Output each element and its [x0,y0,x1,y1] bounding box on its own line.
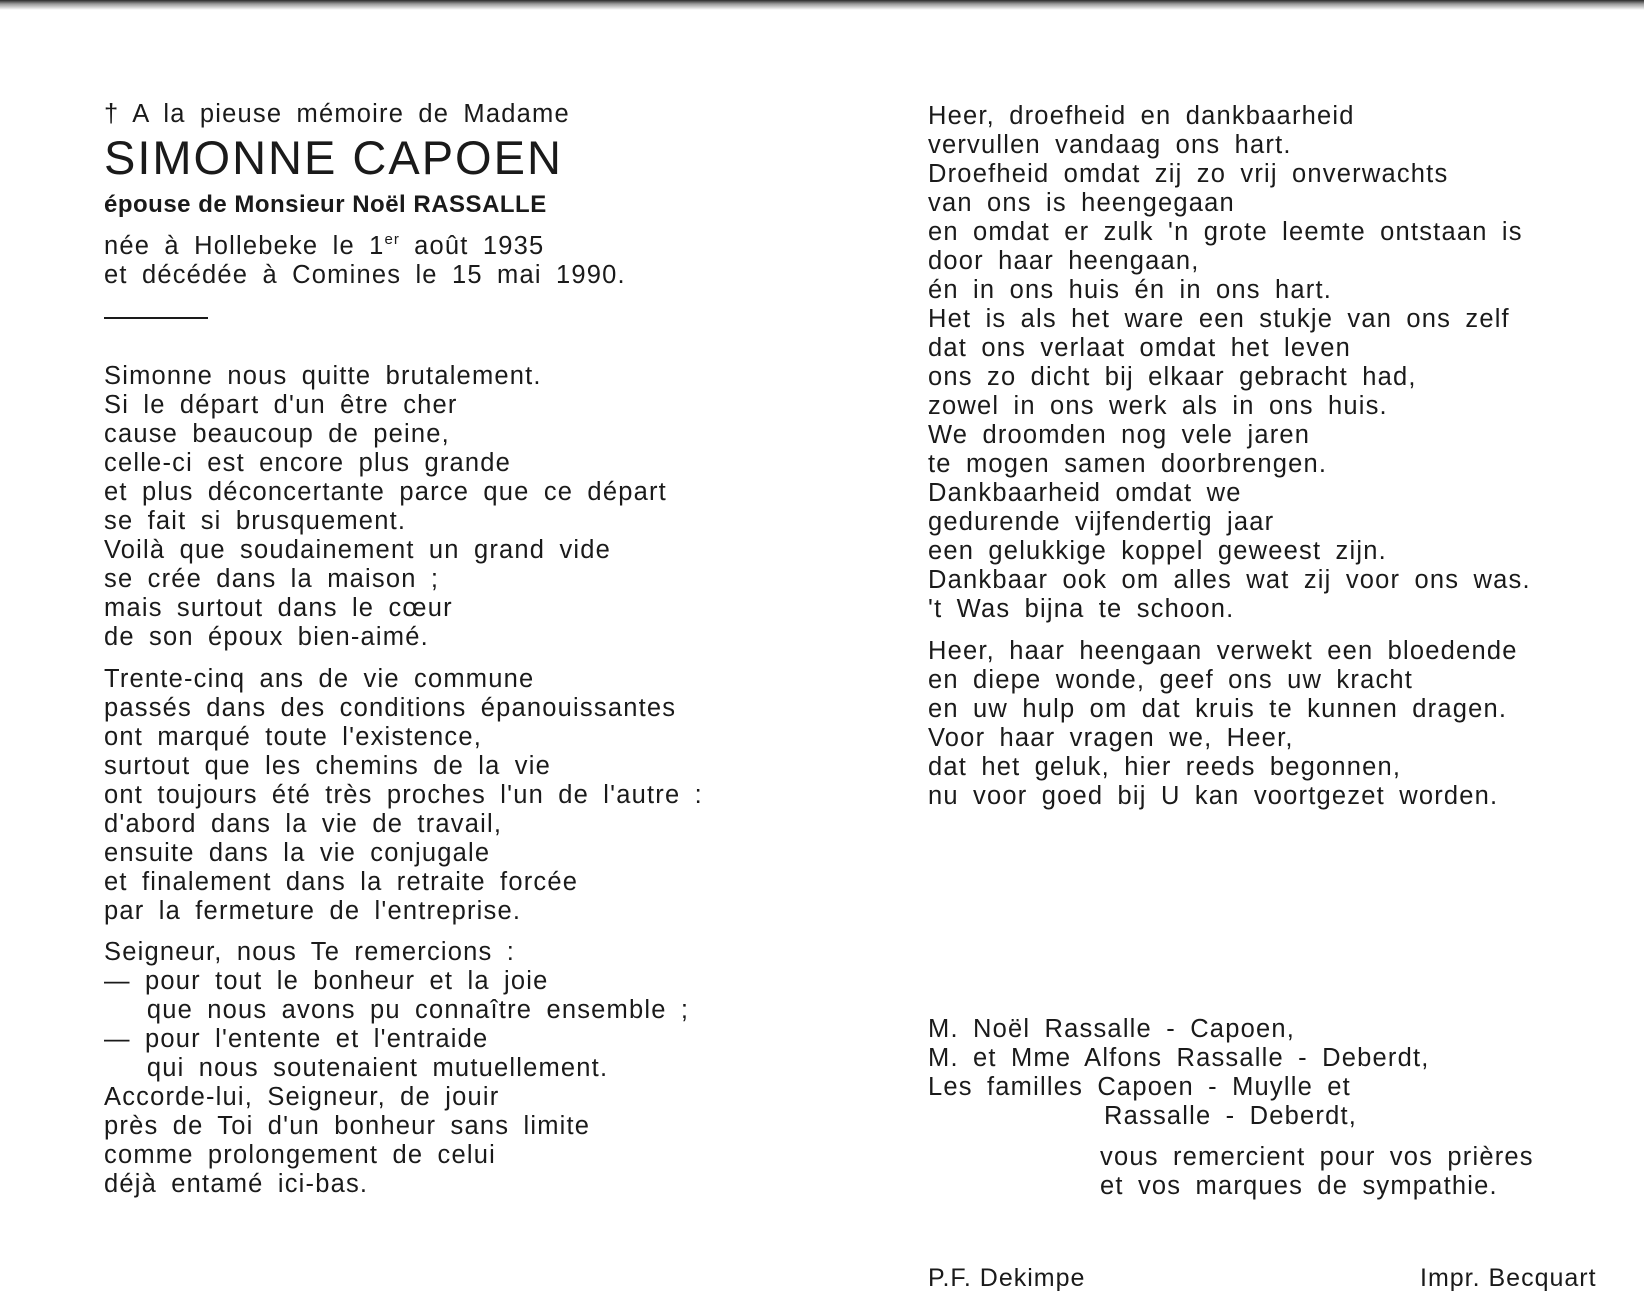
text-line: ont marqué toute l'existence, [104,723,483,751]
text-line: een gelukkige koppel geweest zijn. [928,537,1387,565]
spouse-line: épouse de Monsieur Noël RASSALLE [104,191,547,218]
text-line: se fait si brusquement. [104,507,407,535]
birth-superscript: er [384,231,400,248]
text-line: comme prolongement de celui [104,1141,496,1169]
text-line: en uw hulp om dat kruis te kunnen dragen. [928,695,1508,723]
text-line: ons zo dicht bij elkaar gebracht had, [928,363,1417,391]
family-line: Les familles Capoen - Muylle et [928,1073,1351,1101]
birth-line [104,232,544,261]
text-line: Dankbaarheid omdat we [928,479,1242,507]
birth-suffix: août 1935 [399,232,545,260]
text-line: We droomden nog vele jaren [928,421,1311,449]
thanks-line: vous remercient pour vos prières [1100,1143,1534,1171]
card-top-edge [0,0,1644,10]
text-line: et finalement dans la retraite forcée [104,868,579,896]
text-line: que nous avons pu connaître ensemble ; [104,996,690,1024]
text-line: vervullen vandaag ons hart. [928,131,1292,159]
funeral-director-credit: P.F. Dekimpe [928,1264,1086,1292]
text-line: door haar heengaan, [928,247,1200,275]
text-line: Heer, haar heengaan verwekt een bloedende [928,637,1518,665]
text-line: se crée dans la maison ; [104,565,440,593]
text-line: Simonne nous quitte brutalement. [104,362,542,390]
text-line: — pour l'entente et l'entraide [104,1025,489,1053]
text-line: Heer, droefheid en dankbaarheid [928,102,1355,130]
text-line: par la fermeture de l'entreprise. [104,897,522,925]
text-line: Trente-cinq ans de vie commune [104,665,535,693]
text-line: près de Toi d'un bonheur sans limite [104,1112,591,1140]
intro-line: † A la pieuse mémoire de Madame [104,100,570,128]
text-line: Accorde-lui, Seigneur, de jouir [104,1083,500,1111]
printer-credit: Impr. Becquart [1420,1264,1597,1292]
divider-rule [104,317,208,319]
text-line: Voor haar vragen we, Heer, [928,724,1294,752]
text-line: van ons is heengegaan [928,189,1235,217]
text-line: Seigneur, nous Te remercions : [104,938,516,966]
text-line: mais surtout dans le cœur [104,594,453,622]
text-line: te mogen samen doorbrengen. [928,450,1328,478]
text-line: déjà entamé ici-bas. [104,1170,369,1198]
text-line: en diepe wonde, geef ons uw kracht [928,666,1414,694]
text-line: gedurende vijfendertig jaar [928,508,1275,536]
text-line: Si le départ d'un être cher [104,391,458,419]
text-line: ont toujours été très proches l'un de l'autre : [104,781,703,809]
text-line: qui nous soutenaient mutuellement. [104,1054,609,1082]
family-line: M. et Mme Alfons Rassalle - Deberdt, [928,1044,1430,1072]
text-line: — pour tout le bonheur et la joie [104,967,549,995]
text-line: dat het geluk, hier reeds begonnen, [928,753,1402,781]
family-line-indented: Rassalle - Deberdt, [1104,1102,1358,1130]
text-line: celle-ci est encore plus grande [104,449,512,477]
text-line: dat ons verlaat omdat het leven [928,334,1352,362]
family-line: M. Noël Rassalle - Capoen, [928,1015,1296,1043]
text-line: passés dans des conditions épanouissantes [104,694,677,722]
text-line: én in ons huis én in ons hart. [928,276,1333,304]
text-line: ensuite dans la vie conjugale [104,839,491,867]
death-line: et décédée à Comines le 15 mai 1990. [104,261,626,289]
thanks-line: et vos marques de sympathie. [1100,1172,1498,1200]
text-line: nu voor goed bij U kan voortgezet worden. [928,782,1499,810]
text-line: 't Was bijna te schoon. [928,595,1235,623]
text-line: cause beaucoup de peine, [104,420,450,448]
text-line: surtout que les chemins de la vie [104,752,551,780]
text-line: zowel in ons werk als in ons huis. [928,392,1388,420]
text-line: Droefheid omdat zij zo vrij onverwachts [928,160,1449,188]
text-line: en omdat er zulk 'n grote leemte ontstaan is [928,218,1523,246]
birth-prefix: née à Hollebeke le 1 [104,232,385,260]
text-line: et plus déconcertante parce que ce départ [104,478,667,506]
text-line: Voilà que soudainement un grand vide [104,536,612,564]
text-line: Dankbaar ook om alles wat zij voor ons was. [928,566,1531,594]
deceased-name: SIMONNE CAPOEN [104,131,563,184]
text-line: d'abord dans la vie de travail, [104,810,503,838]
text-line: de son époux bien-aimé. [104,623,429,651]
text-line: Het is als het ware een stukje van ons zelf [928,305,1510,333]
